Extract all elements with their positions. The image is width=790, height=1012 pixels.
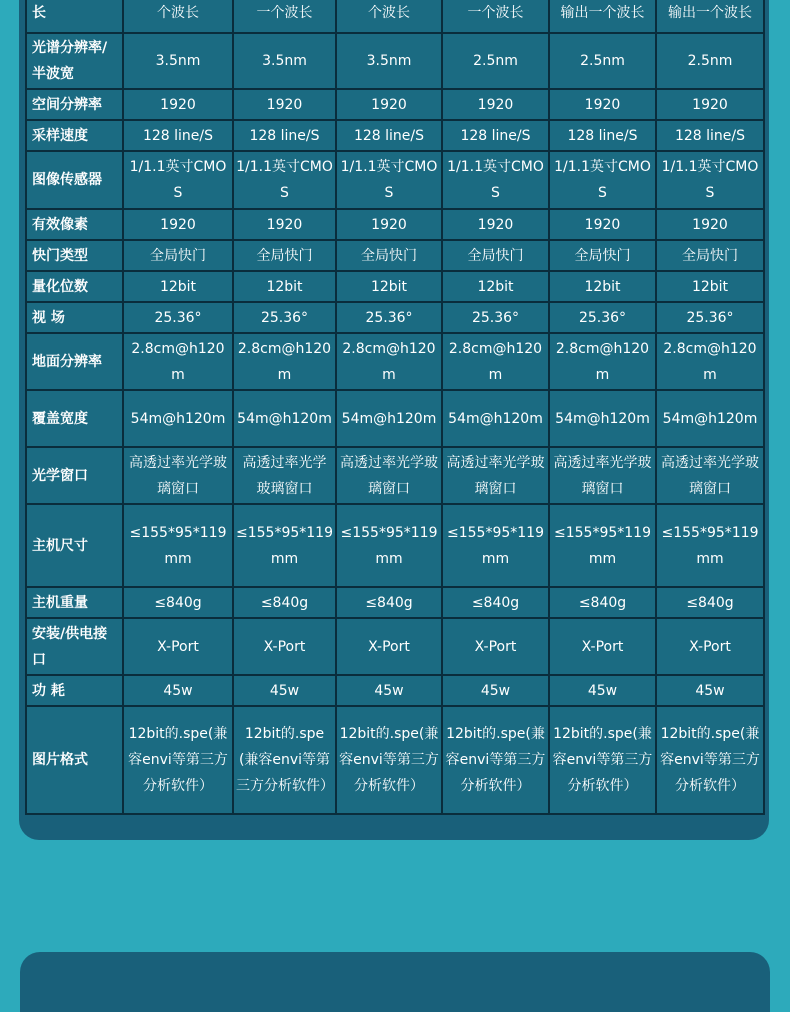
table-cell: 高透过率光学玻璃窗口: [442, 447, 549, 504]
table-cell: 1920: [442, 209, 549, 240]
table-cell: ≤840g: [549, 587, 656, 618]
table-cell: 1/1.1英寸CMOS: [549, 151, 656, 209]
table-cell: 1/1.1英寸CMOS: [336, 151, 442, 209]
table-cell: 128 line/S: [656, 120, 764, 151]
table-cell: 45w: [123, 675, 233, 706]
table-cell: 25.36°: [442, 302, 549, 333]
table-cell: ≤840g: [123, 587, 233, 618]
table-cell: 2.5nm: [549, 33, 656, 89]
row-label: 安装/供电接口: [26, 618, 123, 675]
table-cell: ≤155*95*119mm: [336, 504, 442, 587]
table-cell: 1920: [656, 89, 764, 120]
table-cell: ≤155*95*119mm: [442, 504, 549, 587]
table-cell: ≤840g: [336, 587, 442, 618]
table-cell: 1920: [123, 209, 233, 240]
table-cell: 12bit: [336, 271, 442, 302]
table-cell: 2.8cm@h120m: [656, 333, 764, 390]
table-cell: 54m@h120m: [233, 390, 336, 447]
table-cell: 2.5nm: [656, 33, 764, 89]
table-row-wavelength-output: [26, 0, 764, 33]
table-row-quantization-bits: [26, 271, 764, 302]
table-cell: 128 line/S: [233, 120, 336, 151]
table-cell: 25.36°: [336, 302, 442, 333]
table-cell: 高透过率光学玻璃窗口: [123, 447, 233, 504]
table-cell: ≤155*95*119mm: [123, 504, 233, 587]
table-cell: 12bit: [442, 271, 549, 302]
table-row-image-sensor: [26, 151, 764, 209]
table-row-mount-power-port: [26, 618, 764, 675]
table-cell: 一个波长: [233, 0, 336, 33]
row-label: 地面分辨率: [26, 333, 123, 390]
table-cell: 12bit: [656, 271, 764, 302]
table-cell: 高透过率光学玻璃窗口: [336, 447, 442, 504]
table-cell: 1920: [336, 89, 442, 120]
table-cell: 输出一个波长: [656, 0, 764, 33]
row-label: 图片格式: [26, 706, 123, 814]
row-label: 功 耗: [26, 675, 123, 706]
table-cell: 2.5nm: [442, 33, 549, 89]
table-cell: 128 line/S: [442, 120, 549, 151]
table-row-spectral-resolution: [26, 33, 764, 89]
table-row-image-format: [26, 706, 764, 814]
row-label: 视 场: [26, 302, 123, 333]
table-cell: 12bit: [549, 271, 656, 302]
spec-table: [25, 0, 765, 815]
table-cell: 1/1.1英寸CMOS: [656, 151, 764, 209]
table-row-shutter-type: [26, 240, 764, 271]
table-row-spatial-resolution: [26, 89, 764, 120]
table-cell: 1920: [336, 209, 442, 240]
table-cell: 54m@h120m: [336, 390, 442, 447]
table-cell: 25.36°: [233, 302, 336, 333]
table-cell: 高透过率光学玻璃窗口: [233, 447, 336, 504]
table-cell: X-Port: [123, 618, 233, 675]
table-cell: 54m@h120m: [442, 390, 549, 447]
table-cell: 高透过率光学玻璃窗口: [549, 447, 656, 504]
table-cell: 12bit的.spe(兼容envi等第三方分析软件）: [656, 706, 764, 814]
table-cell: 个波长: [123, 0, 233, 33]
table-row-host-size: [26, 504, 764, 587]
table-cell: ≤840g: [442, 587, 549, 618]
table-cell: 128 line/S: [549, 120, 656, 151]
row-label: 主机重量: [26, 587, 123, 618]
table-cell: 2.8cm@h120m: [336, 333, 442, 390]
table-cell: 1/1.1英寸CMOS: [442, 151, 549, 209]
table-row-optical-window: [26, 447, 764, 504]
table-cell: 12bit的.spe(兼容envi等第三方分析软件）: [549, 706, 656, 814]
table-cell: 25.36°: [549, 302, 656, 333]
table-cell: 全局快门: [656, 240, 764, 271]
table-cell: 45w: [233, 675, 336, 706]
table-cell: 12bit的.spe(兼容envi等第三方分析软件）: [336, 706, 442, 814]
table-cell: ≤840g: [233, 587, 336, 618]
table-cell: 1/1.1英寸CMOS: [123, 151, 233, 209]
table-cell: 12bit: [123, 271, 233, 302]
row-label: 快门类型: [26, 240, 123, 271]
table-row-field-of-view: [26, 302, 764, 333]
table-cell: 高透过率光学玻璃窗口: [656, 447, 764, 504]
table-cell: 54m@h120m: [123, 390, 233, 447]
table-row-effective-pixels: [26, 209, 764, 240]
table-cell: X-Port: [442, 618, 549, 675]
table-cell: 全局快门: [442, 240, 549, 271]
table-cell: 1920: [442, 89, 549, 120]
row-label: 覆盖宽度: [26, 390, 123, 447]
row-label: 光学窗口: [26, 447, 123, 504]
table-cell: 全局快门: [549, 240, 656, 271]
table-cell: 3.5nm: [336, 33, 442, 89]
table-cell: X-Port: [549, 618, 656, 675]
table-cell: 2.8cm@h120m: [549, 333, 656, 390]
table-row-sampling-speed: [26, 120, 764, 151]
table-cell: 12bit: [233, 271, 336, 302]
table-cell: 45w: [656, 675, 764, 706]
table-cell: 个波长: [336, 0, 442, 33]
row-label: 量化位数: [26, 271, 123, 302]
row-label: 图像传感器: [26, 151, 123, 209]
table-cell: 1920: [549, 89, 656, 120]
table-cell: 2.8cm@h120m: [233, 333, 336, 390]
table-cell: 输出一个波长: [549, 0, 656, 33]
row-label: 空间分辨率: [26, 89, 123, 120]
row-label: 长: [26, 0, 123, 33]
table-cell: 全局快门: [123, 240, 233, 271]
table-cell: 25.36°: [656, 302, 764, 333]
table-cell: 2.8cm@h120m: [123, 333, 233, 390]
row-label: 主机尺寸: [26, 504, 123, 587]
table-cell: X-Port: [656, 618, 764, 675]
table-cell: 2.8cm@h120m: [442, 333, 549, 390]
table-cell: 45w: [549, 675, 656, 706]
table-cell: 一个波长: [442, 0, 549, 33]
table-cell: 128 line/S: [336, 120, 442, 151]
table-cell: X-Port: [336, 618, 442, 675]
table-cell: 45w: [442, 675, 549, 706]
table-cell: ≤155*95*119mm: [549, 504, 656, 587]
table-cell: 1920: [233, 89, 336, 120]
table-cell: X-Port: [233, 618, 336, 675]
table-cell: ≤155*95*119mm: [656, 504, 764, 587]
table-cell: 128 line/S: [123, 120, 233, 151]
table-cell: 12bit的.spe(兼容envi等第三方分析软件）: [442, 706, 549, 814]
table-cell: 45w: [336, 675, 442, 706]
table-cell: 12bit的.spe(兼容envi等第三方分析软件）: [233, 706, 336, 814]
table-cell: 1920: [549, 209, 656, 240]
table-cell: 54m@h120m: [549, 390, 656, 447]
table-row-host-weight: [26, 587, 764, 618]
table-cell: ≤155*95*119mm: [233, 504, 336, 587]
table-row-ground-resolution: [26, 333, 764, 390]
table-cell: 25.36°: [123, 302, 233, 333]
table-cell: 1920: [233, 209, 336, 240]
table-cell: 54m@h120m: [656, 390, 764, 447]
row-label: 采样速度: [26, 120, 123, 151]
row-label: 有效像素: [26, 209, 123, 240]
table-row-power-consumption: [26, 675, 764, 706]
table-cell: ≤840g: [656, 587, 764, 618]
table-cell: 全局快门: [336, 240, 442, 271]
table-cell: 1920: [656, 209, 764, 240]
table-cell: 12bit的.spe(兼容envi等第三方分析软件）: [123, 706, 233, 814]
table-cell: 3.5nm: [233, 33, 336, 89]
table-cell: 1/1.1英寸CMOS: [233, 151, 336, 209]
spec-table-body: [26, 0, 764, 814]
table-cell: 1920: [123, 89, 233, 120]
row-label: 光谱分辨率/半波宽: [26, 33, 123, 89]
table-cell: 3.5nm: [123, 33, 233, 89]
next-section-panel: [20, 952, 770, 1012]
table-row-coverage-width: [26, 390, 764, 447]
table-cell: 全局快门: [233, 240, 336, 271]
